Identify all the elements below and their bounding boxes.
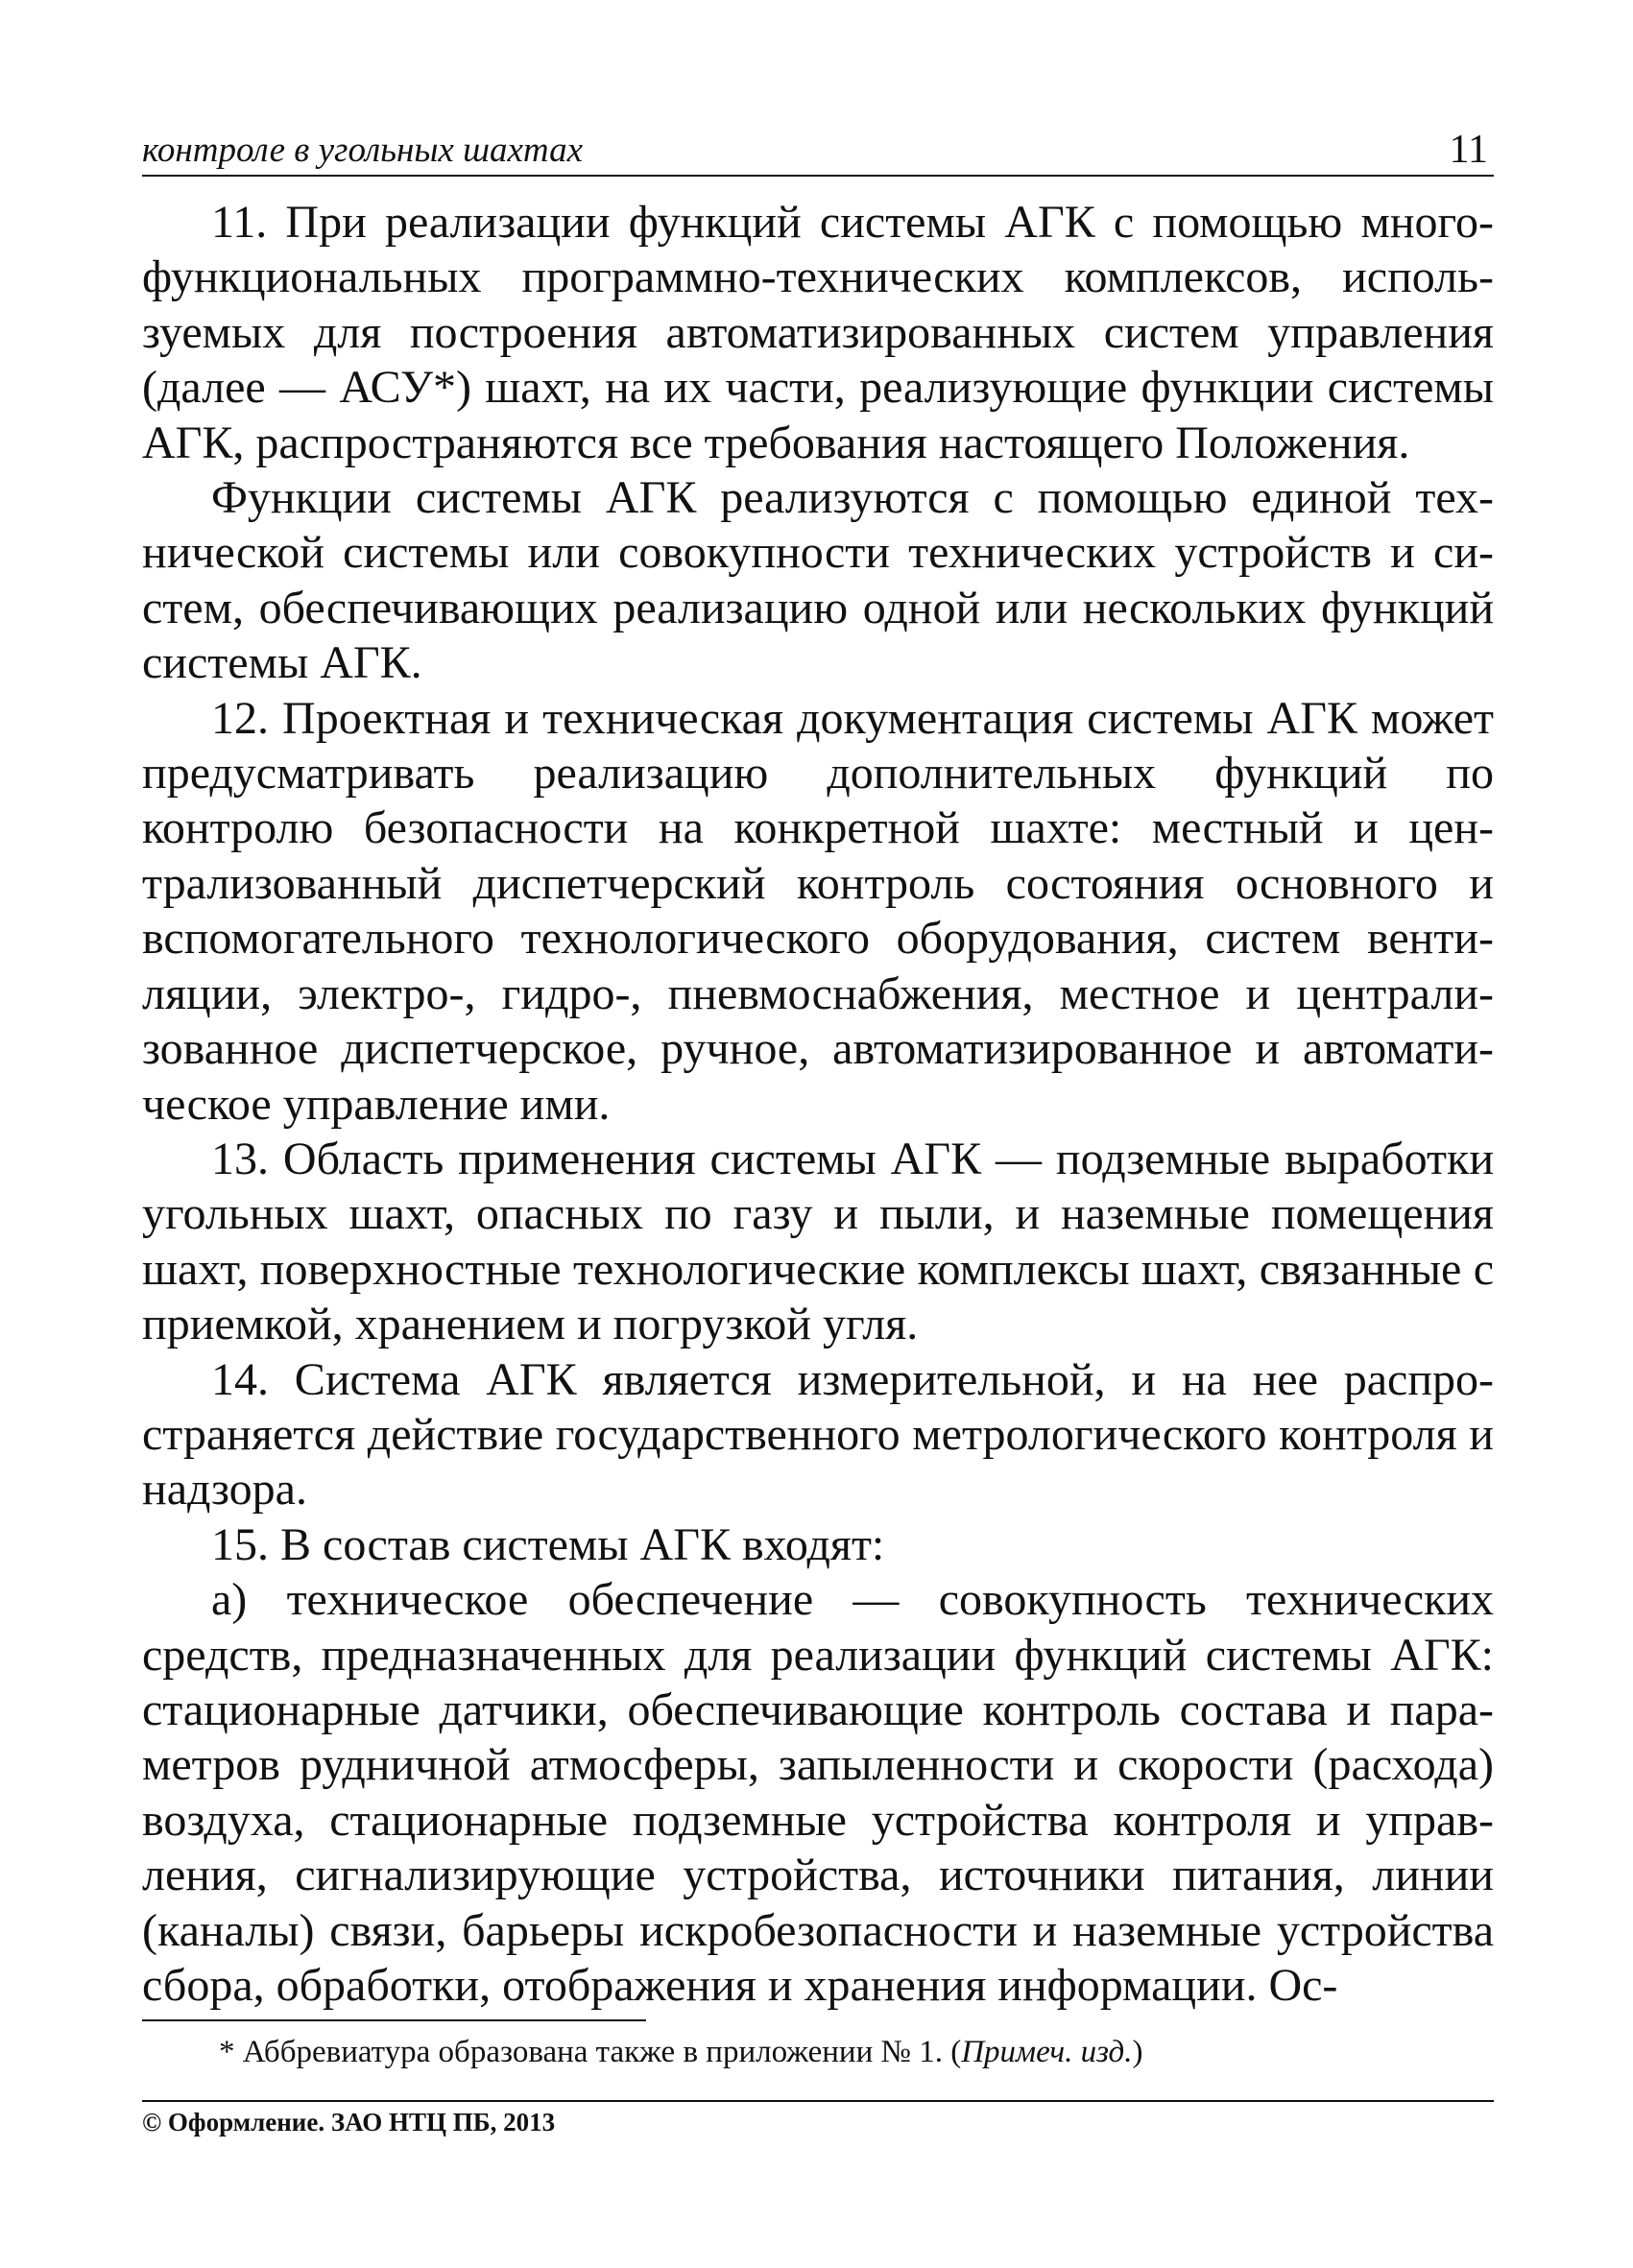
paragraph-11-functions: Функции системы АГК реализуются с помощью единой технической системы или совокупности технических устройств и систем, обеспечивающих реализацию одной или нескольких функций системы АГК. (142, 472, 1494, 689)
page-number: 11 (1449, 128, 1488, 172)
running-title: контроле в угольных шахтах (142, 131, 584, 170)
page-header (142, 125, 1494, 177)
paragraph-11: 11. При реализации функций системы АГК с помощью многофункциональных программно-технических комплексов, используемых для построения автоматизированных систем управления (далее — АСУ*) шахт, на их части, реализующие функции системы АГК, распространяются все требования настоящего Положения. (142, 197, 1494, 468)
paragraph-15a: а) техническое обеспечение — совокупность технических средств, предназначенных для реализации функций системы АГК: стационарные датчики, обеспечивающие контроль состава и параметров рудничной атмосферы, запыленности и скорости (расхода) воздуха, стационарные подземные устройства контроля и управления, сигнализирующие устройства, источники питания, линии (каналы) связи, барьеры искробезопасности и наземные устройства сбора, обработки, отображения и хранения информации. Ос- (142, 1574, 1494, 2011)
paragraph-12: 12. Проектная и техническая документация системы АГК может предусматривать реализацию дополнительных функций по контролю безопасности на конкретной шахте: местный и централизованный диспетчерский контроль состояния основного и вспомогательного технологического оборудования, систем вентиляции, электро-, гидро-, пневмоснабжения, местное и централизованное диспетчерское, ручное, автоматизированное и автоматическое управление ими. (142, 692, 1494, 1130)
paragraph-15: 15. В состав системы АГК входят: (211, 1518, 885, 1570)
footnote-note: Примеч. изд. (961, 2035, 1133, 2069)
copyright: © Оформление. ЗАО НТЦ ПБ, 2013 (142, 2108, 556, 2137)
paragraph-13: 13. Область применения системы АГК — подземные выработки угольных шахт, опасных по газу и пыли, и наземные помещения шахт, поверхностные технологические комплексы шахт, связанные с приемкой, хранением и погрузкой угля. (142, 1133, 1494, 1350)
footnote-close: ) (1132, 2035, 1143, 2069)
footnote-divider (142, 2019, 646, 2021)
body-text (142, 195, 1494, 2013)
paragraph-14: 14. Система АГК является измерительной, и на нее распространяется действие государственного метрологического контроля и надзора. (142, 1353, 1494, 1516)
footer-divider (142, 2100, 1494, 2102)
footnote (219, 2035, 1142, 2070)
footnote-text: * Аббревиатура образована также в приложении № 1. ( (219, 2035, 962, 2069)
